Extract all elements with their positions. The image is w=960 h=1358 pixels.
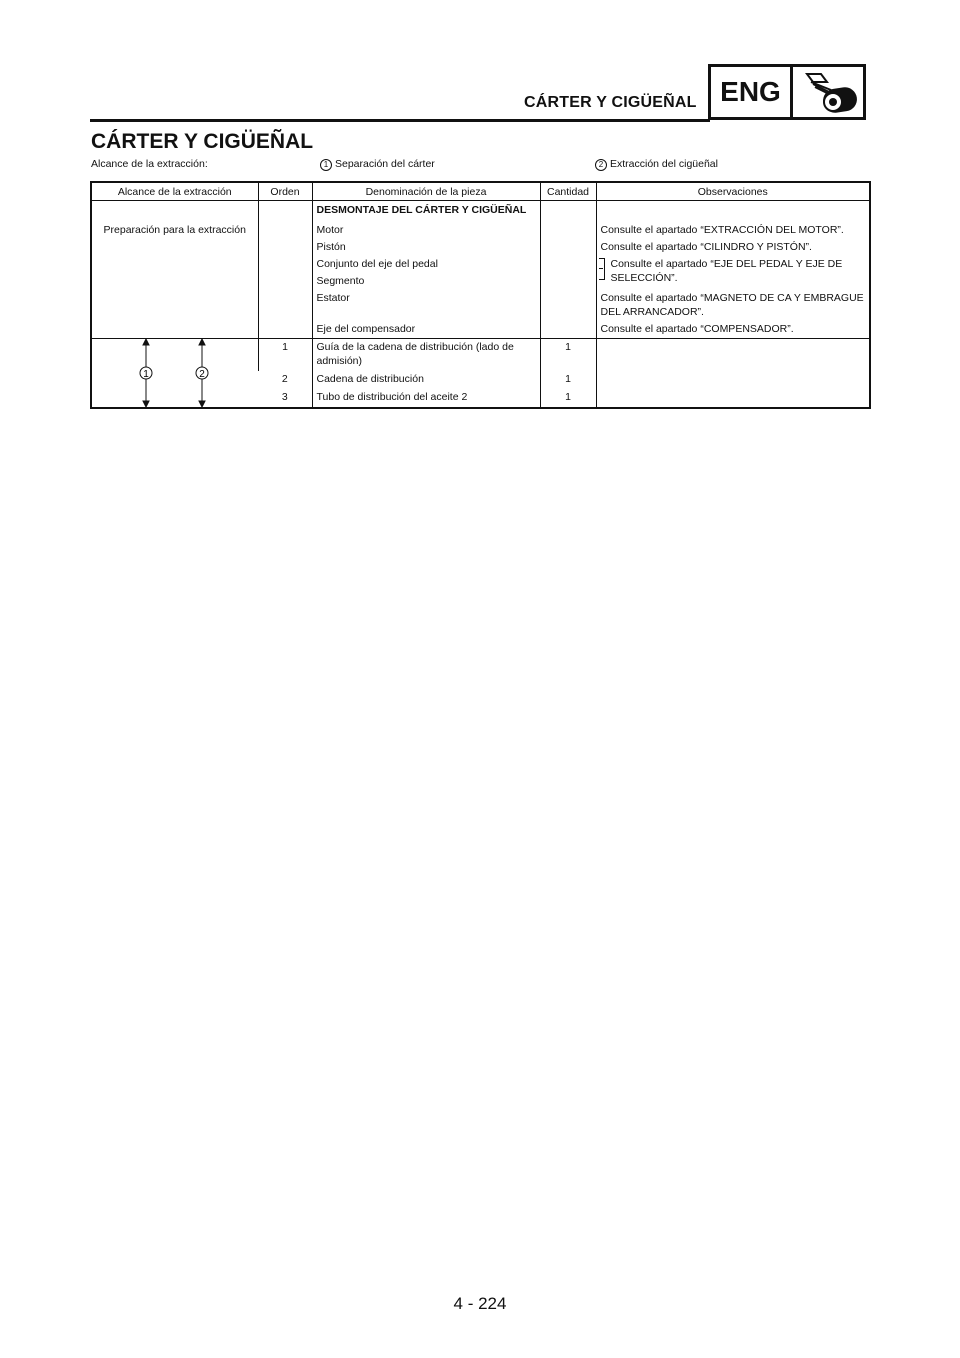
- range-marker-1: 1: [143, 369, 149, 380]
- step-order: 1: [258, 339, 312, 372]
- prep-part: Segmento: [312, 273, 540, 290]
- procedure-table: [90, 181, 871, 409]
- col-header-part: Denominación de la pieza: [312, 182, 540, 201]
- marker-2: 2: [595, 159, 607, 171]
- step-order: 2: [281, 373, 288, 386]
- prep-note: Consulte el apartado “EJE DEL PEDAL Y EJE DE SELECCIÓN”.: [610, 258, 843, 284]
- prep-part: Estator: [312, 290, 540, 321]
- table-row: [91, 222, 870, 239]
- table-row: [91, 201, 870, 223]
- col-header-notes: Observaciones: [596, 182, 870, 201]
- prep-part: Conjunto del eje del pedal: [312, 256, 540, 273]
- scope-label: Alcance de la extracción:: [91, 158, 208, 170]
- step-part: Cadena de distribución: [312, 371, 540, 389]
- step-order: 3: [281, 391, 288, 404]
- table-row: [91, 339, 870, 372]
- col-header-scope: Alcance de la extracción: [91, 182, 258, 201]
- scope-item-1-text: Separación del cárter: [335, 158, 435, 170]
- range-markers-cell: [91, 339, 258, 409]
- scope-item-2-text: Extracción del cigüeñal: [610, 158, 718, 170]
- section-header-title: CÁRTER Y CIGÜEÑAL: [524, 94, 697, 111]
- col-header-qty: Cantidad: [540, 182, 596, 201]
- step-part: Tubo de distribución del aceite 2: [312, 389, 540, 408]
- table-header-row: [91, 182, 870, 201]
- scope-item-1: [320, 158, 435, 171]
- prep-note-grouped: [596, 256, 870, 290]
- prep-note: Consulte el apartado “COMPENSADOR”.: [596, 321, 870, 339]
- prep-note: Consulte el apartado “CILINDRO Y PISTÓN”.: [596, 239, 870, 256]
- col-header-order: Orden: [258, 182, 312, 201]
- eng-badge: [708, 64, 866, 120]
- prep-note: Consulte el apartado “MAGNETO DE CA Y EMBRAGUE DEL ARRANCADOR”.: [596, 290, 870, 321]
- table-row: [91, 239, 870, 256]
- prep-part: Eje del compensador: [312, 321, 540, 339]
- prep-note: Consulte el apartado “EXTRACCIÓN DEL MOTOR”.: [596, 222, 870, 239]
- prep-part: Pistón: [312, 239, 540, 256]
- table-row: [91, 256, 870, 273]
- step-qty: 1: [540, 371, 596, 389]
- header-rule: [90, 119, 710, 122]
- prep-part: Motor: [312, 222, 540, 239]
- marker-1: 1: [320, 159, 332, 171]
- brace-mark: [599, 258, 605, 280]
- page-number: 4 - 224: [453, 1294, 507, 1313]
- step-qty: 1: [540, 389, 596, 408]
- step-qty: 1: [540, 339, 596, 372]
- engine-piston-icon: [797, 70, 863, 116]
- range-marker-2: 2: [199, 369, 205, 380]
- scope-item-2: [595, 158, 718, 171]
- prep-scope-label: Preparación para la extracción: [103, 224, 246, 236]
- eng-badge-label: ENG: [711, 67, 793, 117]
- page-title: CÁRTER Y CIGÜEÑAL: [91, 130, 314, 153]
- table-row: [91, 321, 870, 339]
- range-arrows: [92, 339, 259, 407]
- prep-heading: DESMONTAJE DEL CÁRTER Y CIGÜEÑAL: [312, 201, 540, 223]
- step-part: Guía de la cadena de distribución (lado de admisión): [312, 339, 540, 372]
- table-row: [91, 290, 870, 321]
